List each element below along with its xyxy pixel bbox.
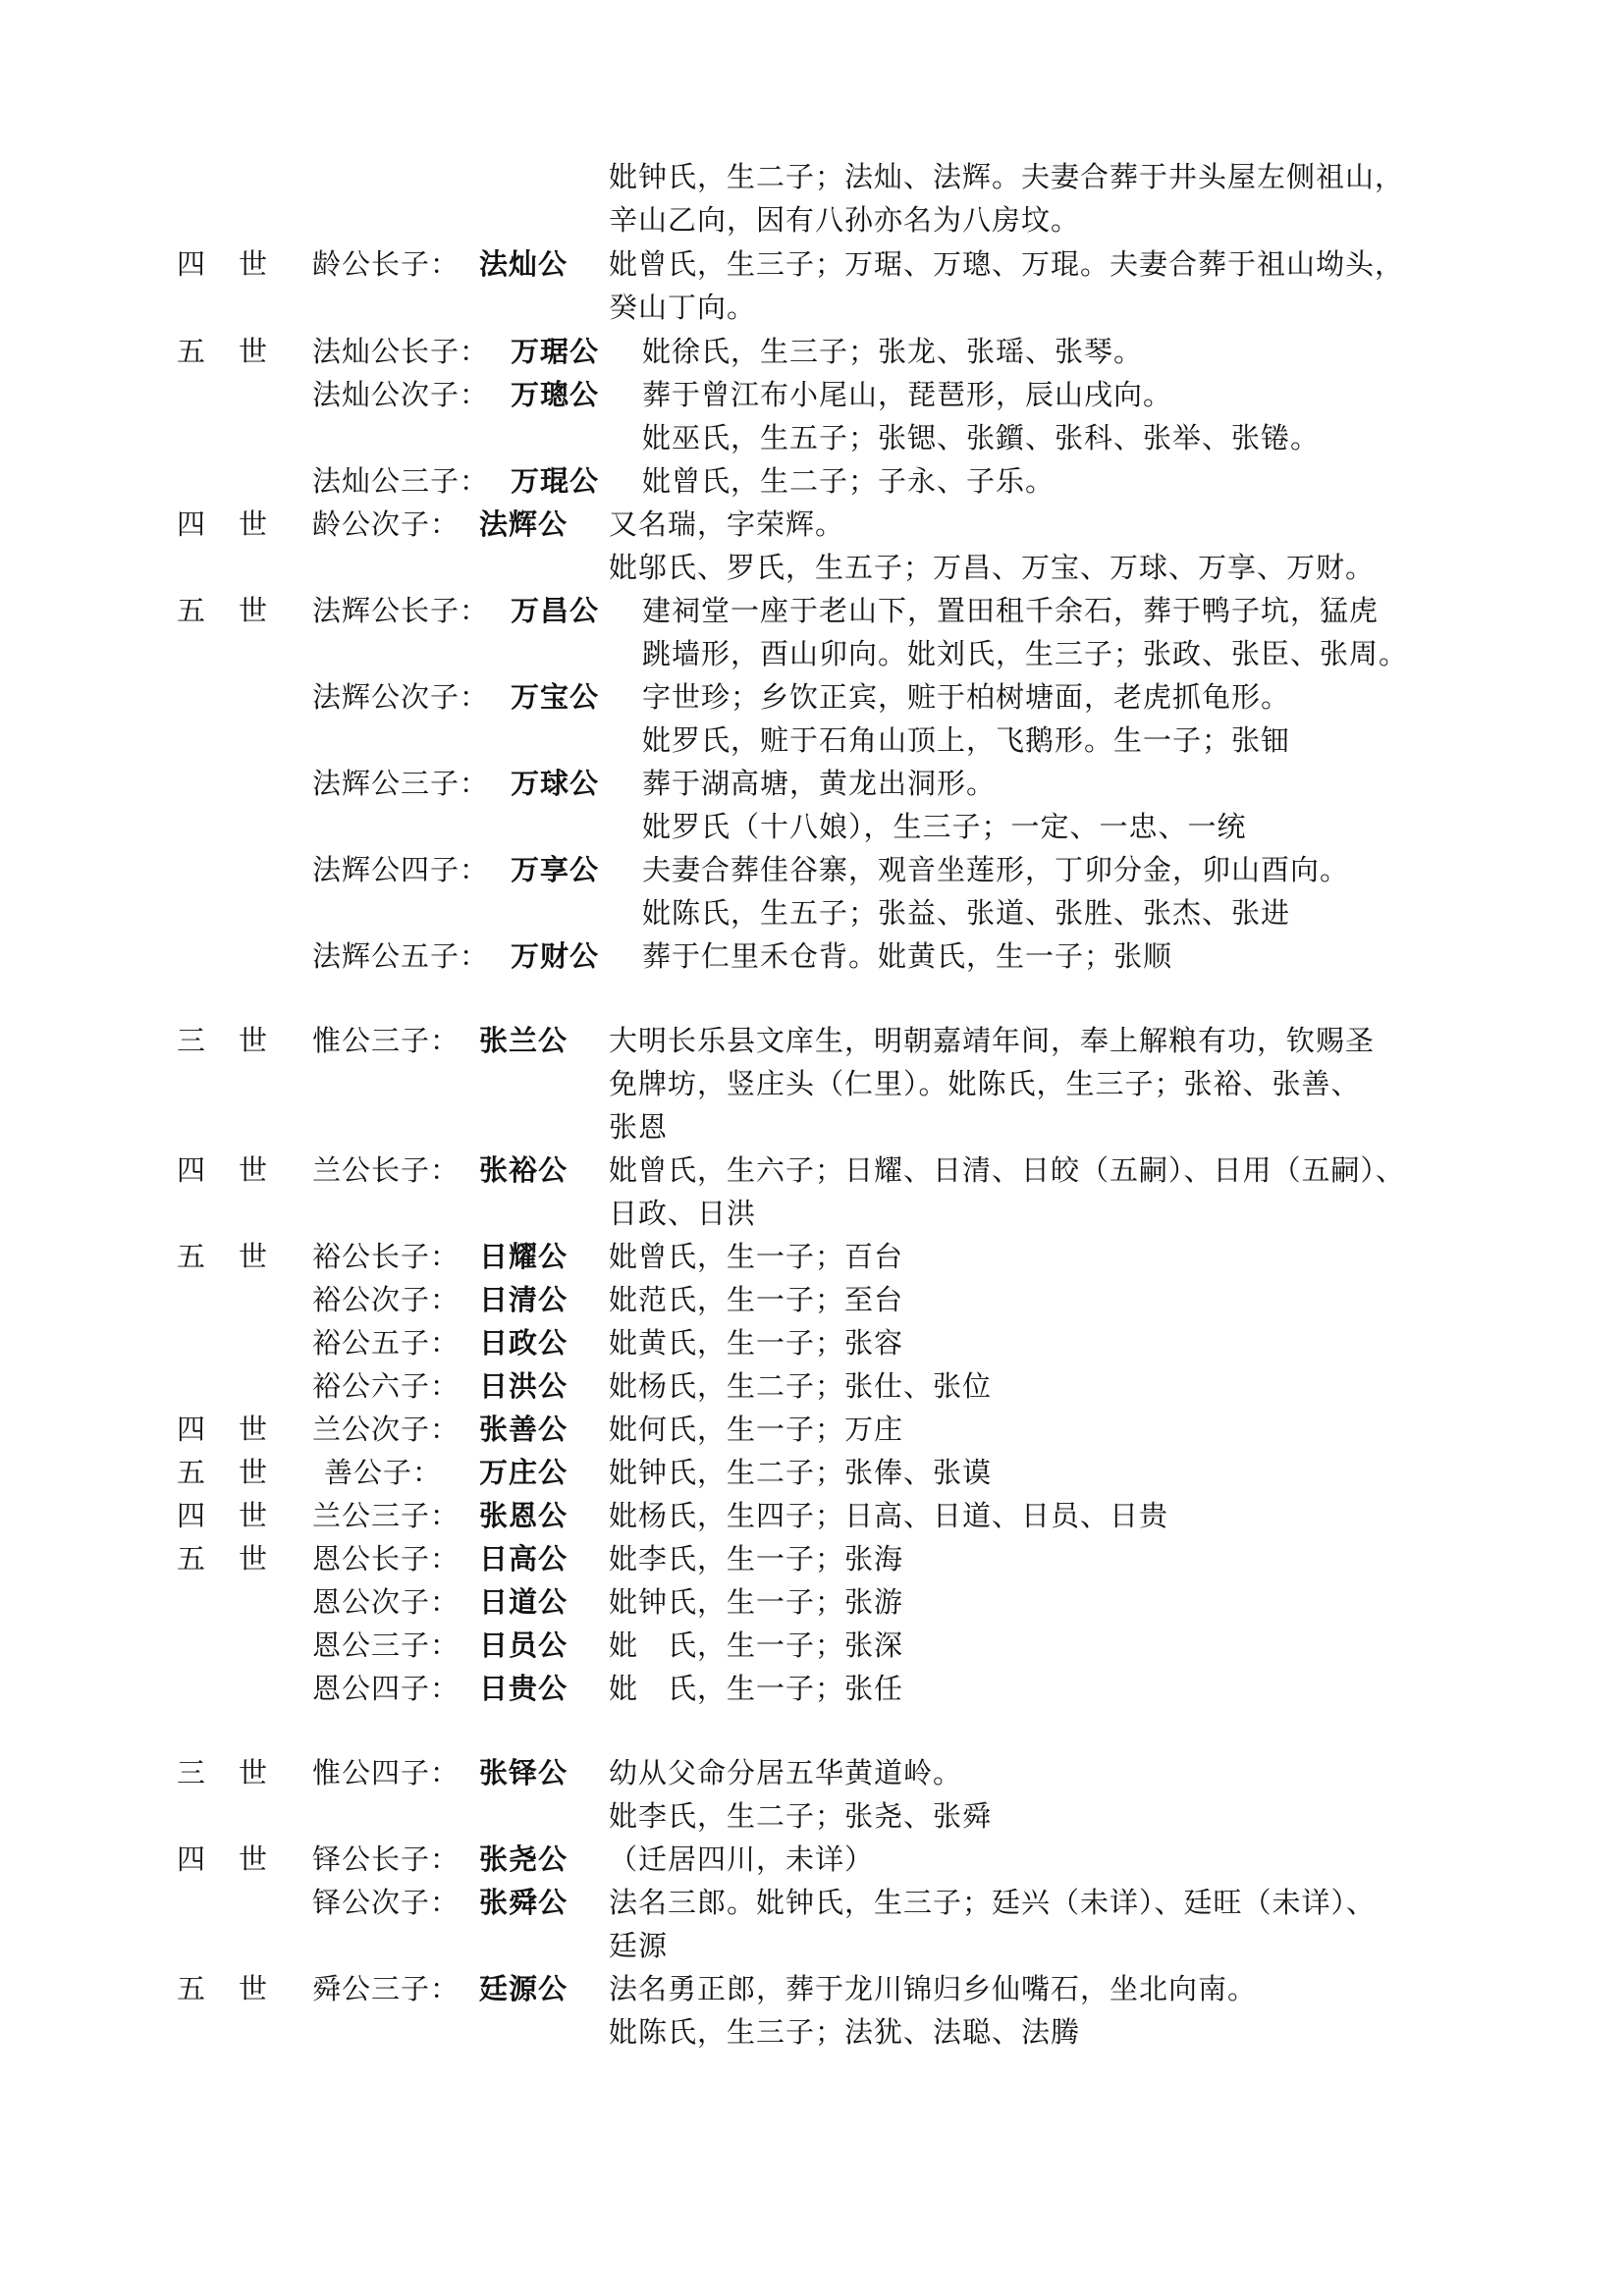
relation-label: 裕公六子： bbox=[312, 1369, 460, 1403]
genealogy-row bbox=[0, 1580, 1624, 1624]
relation-label: 铎公长子： bbox=[312, 1842, 460, 1876]
ancestor-name: 日道公 bbox=[479, 1585, 568, 1619]
relation-label: 兰公次子： bbox=[312, 1413, 460, 1446]
relation-label: 法灿公长子： bbox=[312, 335, 490, 368]
entry-text: 辛山乙向，因有八孙亦名为八房坟。 bbox=[609, 203, 1081, 237]
entry-text: 妣陈氏，生五子；张益、张道、张胜、张杰、张进 bbox=[642, 896, 1291, 930]
relation-label: 法辉公四子： bbox=[312, 853, 490, 886]
entry-text: 妣 氏，生一子；张深 bbox=[609, 1629, 904, 1662]
entry-text: 字世珍；乡饮正宾，赃于柏树塘面，老虎抓龟形。 bbox=[642, 680, 1291, 714]
entry-text: 建祠堂一座于老山下，置田租千余石，葬于鸭子坑，猛虎 bbox=[642, 594, 1380, 627]
relation-label: 裕公长子： bbox=[312, 1240, 460, 1273]
entry-text: 妣黄氏，生一子；张容 bbox=[609, 1326, 904, 1360]
generation-label: 四世 bbox=[177, 1842, 301, 1876]
relation-label: 法辉公五子： bbox=[312, 939, 490, 973]
genealogy-row bbox=[0, 1019, 1624, 1062]
relation-label: 惟公三子： bbox=[312, 1024, 460, 1057]
genealogy-row bbox=[0, 632, 1624, 675]
ancestor-name: 万享公 bbox=[511, 853, 600, 886]
ancestor-name: 日高公 bbox=[479, 1542, 568, 1575]
genealogy-row bbox=[0, 1408, 1624, 1451]
genealogy-row bbox=[0, 891, 1624, 934]
entry-text: 妣钟氏，生一子；张游 bbox=[609, 1585, 904, 1619]
genealogy-row bbox=[0, 1105, 1624, 1148]
genealogy-row bbox=[0, 762, 1624, 805]
generation-label: 四世 bbox=[177, 507, 301, 541]
entry-text: 妣何氏，生一子；万庄 bbox=[609, 1413, 904, 1446]
generation-label: 三世 bbox=[177, 1756, 301, 1789]
generation-label: 三世 bbox=[177, 1024, 301, 1057]
entry-text: 妣杨氏，生四子；日高、日道、日员、日贵 bbox=[609, 1499, 1169, 1532]
relation-label: 裕公次子： bbox=[312, 1283, 460, 1316]
ancestor-name: 万庄公 bbox=[479, 1456, 568, 1489]
genealogy-row bbox=[0, 934, 1624, 978]
genealogy-row bbox=[0, 675, 1624, 719]
ancestor-name: 万璁公 bbox=[511, 378, 600, 411]
ancestor-name: 法灿公 bbox=[479, 247, 568, 281]
genealogy-row bbox=[0, 198, 1624, 241]
entry-text: 妣巫氏，生五子；张锶、张鑕、张科、张举、张锩。 bbox=[642, 421, 1321, 454]
genealogy-row bbox=[0, 1364, 1624, 1408]
genealogy-row bbox=[0, 805, 1624, 848]
genealogy-row bbox=[0, 373, 1624, 416]
relation-label: 龄公长子： bbox=[312, 247, 460, 281]
entry-text: 葬于仁里禾仓背。妣黄氏，生一子；张顺 bbox=[642, 939, 1173, 973]
entry-text: 日政、日洪 bbox=[609, 1197, 757, 1230]
entry-text: 妣陈氏，生三子；法犹、法聪、法腾 bbox=[609, 2015, 1081, 2049]
generation-label: 五世 bbox=[177, 1456, 301, 1489]
genealogy-row bbox=[0, 503, 1624, 546]
entry-text: 免牌坊，竖庄头（仁里）。妣陈氏，生三子；张裕、张善、 bbox=[609, 1067, 1361, 1100]
generation-label: 五世 bbox=[177, 594, 301, 627]
relation-label: 法辉公三子： bbox=[312, 767, 490, 800]
entry-text: 妣李氏，生二子；张尧、张舜 bbox=[609, 1799, 993, 1833]
genealogy-row bbox=[0, 1278, 1624, 1321]
ancestor-name: 张铎公 bbox=[479, 1756, 568, 1789]
genealogy-row bbox=[0, 1838, 1624, 1881]
entry-text: 廷源 bbox=[609, 1929, 669, 1962]
generation-label: 五世 bbox=[177, 1240, 301, 1273]
genealogy-row bbox=[0, 416, 1624, 459]
genealogy-row bbox=[0, 1924, 1624, 1967]
ancestor-name: 万琚公 bbox=[511, 335, 600, 368]
entry-text: 癸山丁向。 bbox=[609, 291, 757, 324]
ancestor-name: 日耀公 bbox=[479, 1240, 568, 1273]
entry-text: 夫妻合葬佳谷寨，观音坐莲形，丁卯分金，卯山酉向。 bbox=[642, 853, 1350, 886]
relation-label: 法辉公长子： bbox=[312, 594, 490, 627]
entry-text: 妣曾氏，生三子；万琚、万璁、万琨。夫妻合葬于祖山坳头， bbox=[609, 247, 1405, 281]
ancestor-name: 张兰公 bbox=[479, 1024, 568, 1057]
relation-label: 善公子： bbox=[324, 1456, 443, 1489]
genealogy-row bbox=[0, 589, 1624, 632]
relation-label: 恩公次子： bbox=[312, 1585, 460, 1619]
ancestor-name: 万球公 bbox=[511, 767, 600, 800]
relation-label: 法灿公三子： bbox=[312, 464, 490, 498]
relation-label: 法辉公次子： bbox=[312, 680, 490, 714]
genealogy-row bbox=[0, 330, 1624, 373]
genealogy-row bbox=[0, 286, 1624, 329]
entry-text: 妣罗氏，赃于石角山顶上，飞鹅形。生一子；张钿 bbox=[642, 723, 1291, 757]
genealogy-row bbox=[0, 1751, 1624, 1794]
entry-text: 妣李氏，生一子；张海 bbox=[609, 1542, 904, 1575]
genealogy-row bbox=[0, 1967, 1624, 2010]
relation-label: 裕公五子： bbox=[312, 1326, 460, 1360]
entry-text: 法名三郎。妣钟氏，生三子；廷兴（未详）、廷旺（未详）、 bbox=[609, 1886, 1377, 1919]
genealogy-row bbox=[0, 848, 1624, 891]
ancestor-name: 张舜公 bbox=[479, 1886, 568, 1919]
ancestor-name: 张恩公 bbox=[479, 1499, 568, 1532]
genealogy-row bbox=[0, 1321, 1624, 1364]
entry-text: 法名勇正郎，葬于龙川锦归乡仙嘴石，坐北向南。 bbox=[609, 1972, 1258, 2005]
genealogy-row bbox=[0, 155, 1624, 198]
ancestor-name: 张善公 bbox=[479, 1413, 568, 1446]
genealogy-row bbox=[0, 1192, 1624, 1235]
entry-text: 妣杨氏，生二子；张仕、张位 bbox=[609, 1369, 993, 1403]
relation-label: 兰公三子： bbox=[312, 1499, 460, 1532]
ancestor-name: 日员公 bbox=[479, 1629, 568, 1662]
entry-text: 跳墙形，酉山卯向。妣刘氏，生三子；张政、张臣、张周。 bbox=[642, 637, 1409, 670]
genealogy-row bbox=[0, 1537, 1624, 1580]
generation-label: 四世 bbox=[177, 1499, 301, 1532]
entry-text: 又名瑞，字荣辉。 bbox=[609, 507, 845, 541]
entry-text: 妣 氏，生一子；张任 bbox=[609, 1672, 904, 1705]
genealogy-row bbox=[0, 1624, 1624, 1667]
genealogy-row bbox=[0, 1451, 1624, 1494]
generation-label: 五世 bbox=[177, 1542, 301, 1575]
entry-text: 妣邬氏、罗氏，生五子；万昌、万宝、万球、万享、万财。 bbox=[609, 551, 1376, 584]
entry-text: 妣范氏，生一子；至台 bbox=[609, 1283, 904, 1316]
relation-label: 恩公三子： bbox=[312, 1629, 460, 1662]
entry-text: 妣钟氏，生二子；张俸、张谟 bbox=[609, 1456, 993, 1489]
entry-text: 妣徐氏，生三子；张龙、张瑶、张琴。 bbox=[642, 335, 1144, 368]
relation-label: 龄公次子： bbox=[312, 507, 460, 541]
entry-text: 妣钟氏，生二子；法灿、法辉。夫妻合葬于井头屋左侧祖山， bbox=[609, 160, 1405, 193]
entry-text: 葬于湖高塘，黄龙出洞形。 bbox=[642, 767, 997, 800]
relation-label: 法灿公次子： bbox=[312, 378, 490, 411]
ancestor-name: 张尧公 bbox=[479, 1842, 568, 1876]
generation-label: 五世 bbox=[177, 1972, 301, 2005]
genealogy-row bbox=[0, 1148, 1624, 1192]
entry-text: 张恩 bbox=[609, 1110, 669, 1144]
genealogy-row bbox=[0, 719, 1624, 762]
genealogy-row bbox=[0, 546, 1624, 589]
relation-label: 惟公四子： bbox=[312, 1756, 460, 1789]
generation-label: 四世 bbox=[177, 1413, 301, 1446]
entry-text: 妣曾氏，生六子；日耀、日清、日皎（五嗣）、日用（五嗣）、 bbox=[609, 1153, 1406, 1187]
ancestor-name: 廷源公 bbox=[479, 1972, 568, 2005]
genealogy-row bbox=[0, 1881, 1624, 1924]
generation-label: 四世 bbox=[177, 1153, 301, 1187]
relation-label: 恩公长子： bbox=[312, 1542, 460, 1575]
entry-text: （迁居四川，未详） bbox=[609, 1842, 875, 1876]
entry-text: 幼从父命分居五华黄道岭。 bbox=[609, 1756, 963, 1789]
generation-label: 四世 bbox=[177, 247, 301, 281]
genealogy-row bbox=[0, 242, 1624, 286]
entry-text: 大明长乐县文庠生，明朝嘉靖年间，奉上解粮有功，钦赐圣 bbox=[609, 1024, 1376, 1057]
ancestor-name: 日清公 bbox=[479, 1283, 568, 1316]
ancestor-name: 法辉公 bbox=[479, 507, 568, 541]
ancestor-name: 万财公 bbox=[511, 939, 600, 973]
genealogy-row bbox=[0, 1494, 1624, 1537]
ancestor-name: 日政公 bbox=[479, 1326, 568, 1360]
genealogy-row bbox=[0, 1235, 1624, 1278]
genealogy-row bbox=[0, 459, 1624, 503]
ancestor-name: 张裕公 bbox=[479, 1153, 568, 1187]
ancestor-name: 万宝公 bbox=[511, 680, 600, 714]
ancestor-name: 万昌公 bbox=[511, 594, 600, 627]
genealogy-row bbox=[0, 2010, 1624, 2054]
entry-text: 葬于曾江布小尾山，琵琶形，辰山戌向。 bbox=[642, 378, 1173, 411]
relation-label: 铎公次子： bbox=[312, 1886, 460, 1919]
relation-label: 舜公三子： bbox=[312, 1972, 460, 2005]
entry-text: 妣曾氏，生一子；百台 bbox=[609, 1240, 904, 1273]
genealogy-row bbox=[0, 1667, 1624, 1710]
relation-label: 恩公四子： bbox=[312, 1672, 460, 1705]
entry-text: 妣罗氏（十八娘），生三子；一定、一忠、一统 bbox=[642, 810, 1247, 843]
ancestor-name: 日洪公 bbox=[479, 1369, 568, 1403]
ancestor-name: 万琨公 bbox=[511, 464, 600, 498]
entry-text: 妣曾氏，生二子；子永、子乐。 bbox=[642, 464, 1056, 498]
genealogy-row bbox=[0, 1062, 1624, 1105]
relation-label: 兰公长子： bbox=[312, 1153, 460, 1187]
generation-label: 五世 bbox=[177, 335, 301, 368]
genealogy-row bbox=[0, 1794, 1624, 1838]
ancestor-name: 日贵公 bbox=[479, 1672, 568, 1705]
